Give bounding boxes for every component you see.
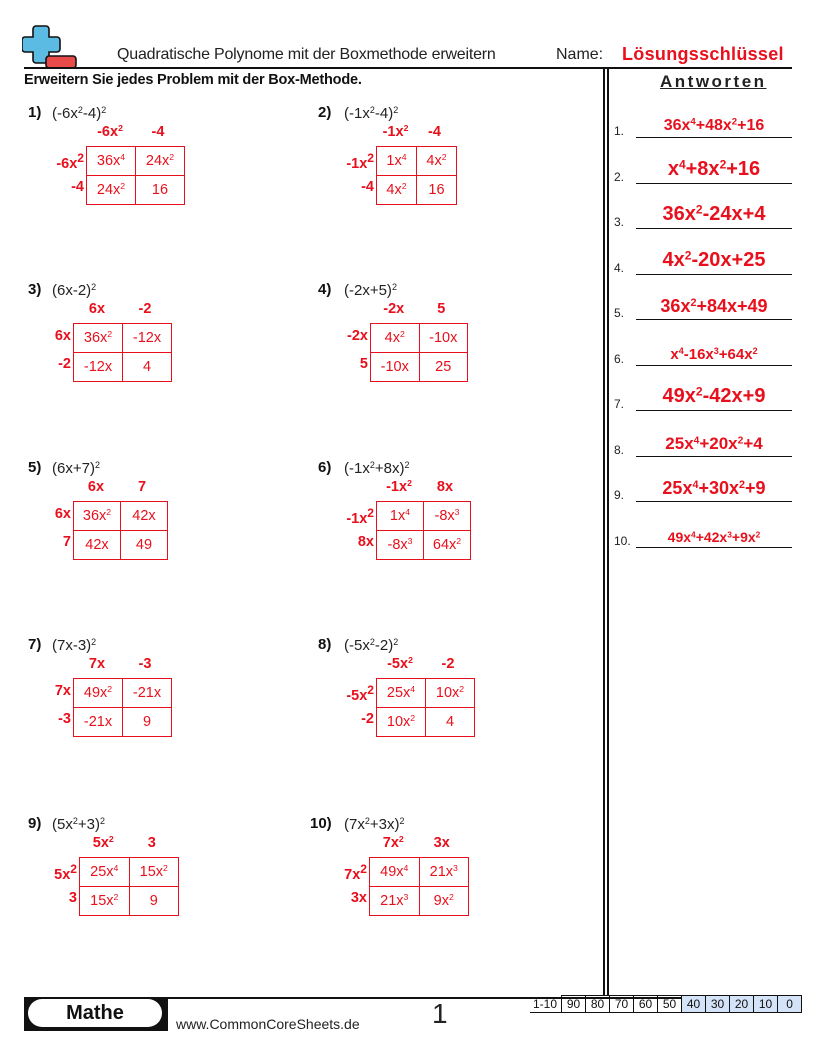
column-divider bbox=[603, 69, 605, 995]
box-cell: 42x bbox=[74, 531, 121, 560]
column-factor: 7x bbox=[88, 656, 106, 672]
box-grid bbox=[73, 323, 172, 382]
box-cell: $4x^2$ bbox=[371, 324, 420, 353]
box-cell: $1x^4$ bbox=[377, 147, 417, 176]
box-cell: $-8x^3$ bbox=[424, 502, 471, 531]
answer-line bbox=[636, 365, 792, 367]
column-factor: 8x bbox=[436, 479, 454, 495]
row-factor: $-1x^2$ bbox=[346, 151, 374, 172]
problem-number: 6) bbox=[318, 459, 332, 476]
row-factor: 3x bbox=[350, 890, 367, 906]
row-factor: -3 bbox=[58, 711, 71, 727]
box-cell: -21x bbox=[123, 679, 172, 708]
answer-value: $36x^4+48x^2+16$ bbox=[663, 116, 765, 134]
answer-row bbox=[614, 154, 794, 184]
answer-line bbox=[636, 319, 792, 321]
box-cell: $64x^2$ bbox=[424, 531, 471, 560]
answer-row bbox=[614, 381, 794, 411]
score-cell: 60 bbox=[634, 996, 658, 1013]
row-factor: -2 bbox=[361, 711, 374, 727]
answer-row bbox=[614, 290, 794, 320]
box-cell: $10x^2$ bbox=[377, 708, 426, 737]
column-factor: -2 bbox=[138, 301, 152, 317]
answer-number: 3. bbox=[614, 215, 625, 229]
answer-line bbox=[636, 137, 792, 139]
box-cell: 4 bbox=[426, 708, 475, 737]
box-cell: $15x^2$ bbox=[80, 887, 130, 916]
answer-value: $25x^4+30x^2+9$ bbox=[662, 478, 766, 498]
problem-number: 9) bbox=[28, 815, 42, 832]
problem-number: 7) bbox=[28, 636, 42, 653]
answer-value: $4x^2-20x+25$ bbox=[662, 248, 766, 271]
box-cell: 42x bbox=[121, 502, 168, 531]
box-cell: $4x^2$ bbox=[417, 147, 457, 176]
answer-number: 8. bbox=[614, 443, 625, 457]
problem-expression: $(-5x^2-2)^2$ bbox=[344, 637, 399, 654]
answer-line bbox=[636, 228, 792, 230]
answer-line bbox=[636, 501, 792, 503]
column-factor: -2x bbox=[383, 301, 405, 317]
problem-number: 5) bbox=[28, 459, 42, 476]
problem-number: 10) bbox=[310, 815, 332, 832]
answer-number: 4. bbox=[614, 261, 625, 275]
column-factor: $7x^2$ bbox=[382, 834, 404, 851]
problem-number: 3) bbox=[28, 281, 42, 298]
plus-minus-logo-icon bbox=[22, 24, 78, 70]
box-cell: $25x^4$ bbox=[80, 858, 130, 887]
answer-value: $25x^4+20x^2+4$ bbox=[665, 434, 763, 453]
answer-value: $x^4+8x^2+16$ bbox=[667, 157, 761, 180]
box-cell: 25 bbox=[419, 353, 468, 382]
column-factor: -3 bbox=[138, 656, 152, 672]
worksheet-title: Quadratische Polynome mit der Boxmethode erweitern bbox=[117, 46, 496, 63]
row-factor: $7x^2$ bbox=[344, 862, 367, 883]
box-cell: -21x bbox=[74, 708, 123, 737]
row-factor: -2x bbox=[347, 328, 368, 344]
box-cell: 4 bbox=[123, 353, 172, 382]
name-value: Lösungsschlüssel bbox=[622, 44, 784, 64]
box-cell: $21x^3$ bbox=[419, 858, 469, 887]
box-grid bbox=[86, 146, 185, 205]
box-cell: $24x^2$ bbox=[87, 176, 136, 205]
box-grid bbox=[73, 501, 168, 560]
box-cell: $36x^2$ bbox=[74, 324, 123, 353]
box-grid bbox=[369, 857, 469, 916]
problem-expression: $(6x+7)^2$ bbox=[52, 460, 100, 477]
column-factor: $-6x^2$ bbox=[97, 123, 123, 140]
row-factor: 6x bbox=[54, 328, 71, 344]
box-cell: $24x^2$ bbox=[136, 147, 185, 176]
answer-value: $x^4-16x^3+64x^2$ bbox=[670, 346, 758, 363]
score-label: 1-10 bbox=[530, 996, 562, 1013]
problem-expression: $(-1x^2-4)^2$ bbox=[344, 105, 399, 122]
answers-title: Antworten bbox=[660, 72, 767, 91]
problem-number: 4) bbox=[318, 281, 332, 298]
answer-line bbox=[636, 410, 792, 412]
box-cell: $21x^3$ bbox=[370, 887, 420, 916]
row-factor: 6x bbox=[54, 506, 71, 522]
row-factor: $-6x^2$ bbox=[56, 151, 84, 172]
box-cell: $36x^4$ bbox=[87, 147, 136, 176]
row-factor: 7x bbox=[54, 683, 71, 699]
box-cell: $15x^2$ bbox=[129, 858, 179, 887]
problem-expression: $(-1x^2+8x)^2$ bbox=[344, 460, 410, 477]
row-factor: 7 bbox=[62, 534, 71, 550]
box-cell: -10x bbox=[371, 353, 420, 382]
column-factor: 5 bbox=[437, 301, 446, 317]
box-grid bbox=[376, 146, 457, 205]
box-cell: 16 bbox=[417, 176, 457, 205]
row-factor: 8x bbox=[357, 534, 374, 550]
score-cell: 0 bbox=[778, 996, 802, 1013]
answer-number: 10. bbox=[614, 534, 631, 548]
problem-expression: $(7x-3)^2$ bbox=[52, 637, 97, 654]
site-url: www.CommonCoreSheets.de bbox=[176, 1016, 360, 1032]
box-cell: 16 bbox=[136, 176, 185, 205]
answer-row bbox=[614, 472, 794, 502]
column-factor: 3 bbox=[147, 835, 156, 851]
score-cell: 50 bbox=[658, 996, 682, 1013]
box-cell: $4x^2$ bbox=[377, 176, 417, 205]
answer-line bbox=[636, 274, 792, 276]
answer-line bbox=[636, 183, 792, 185]
column-factor: 6x bbox=[88, 301, 106, 317]
answer-value: $49x^4+42x^3+9x^2$ bbox=[667, 529, 761, 545]
answer-row bbox=[614, 108, 794, 138]
answer-number: 2. bbox=[614, 170, 625, 184]
column-factor: 7 bbox=[137, 479, 147, 495]
answer-line bbox=[636, 547, 792, 549]
header-divider bbox=[24, 67, 792, 69]
row-factor: -2 bbox=[58, 356, 71, 372]
box-cell: 49 bbox=[121, 531, 168, 560]
score-cell: 70 bbox=[610, 996, 634, 1013]
score-cell: 40 bbox=[682, 996, 706, 1013]
box-cell: -12x bbox=[74, 353, 123, 382]
box-cell: $-8x^3$ bbox=[377, 531, 424, 560]
column-divider bbox=[607, 69, 609, 995]
answer-row bbox=[614, 199, 794, 229]
answer-line bbox=[636, 456, 792, 458]
row-factor: $5x^2$ bbox=[54, 862, 77, 883]
answer-number: 9. bbox=[614, 488, 625, 502]
box-cell: $36x^2$ bbox=[74, 502, 121, 531]
box-cell: $49x^4$ bbox=[370, 858, 420, 887]
column-factor: $-1x^2$ bbox=[382, 123, 409, 140]
problem-expression: $(-6x^2-4)^2$ bbox=[52, 105, 107, 122]
column-factor: -4 bbox=[151, 124, 165, 140]
box-cell: $1x^4$ bbox=[377, 502, 424, 531]
answer-number: 6. bbox=[614, 352, 625, 366]
box-grid bbox=[73, 678, 172, 737]
answer-number: 7. bbox=[614, 397, 625, 411]
instructions: Erweitern Sie jedes Problem mit der Box-Methode. bbox=[24, 72, 362, 88]
score-cell: 80 bbox=[586, 996, 610, 1013]
row-factor: -4 bbox=[71, 179, 84, 195]
row-factor: -4 bbox=[361, 179, 374, 195]
row-factor: 5 bbox=[359, 356, 368, 372]
problem-number: 1) bbox=[28, 104, 42, 121]
column-factor: -4 bbox=[428, 124, 441, 140]
subject-badge: Mathe bbox=[28, 999, 162, 1027]
box-grid bbox=[370, 323, 468, 382]
answer-value: $36x^2-24x+4$ bbox=[662, 202, 766, 225]
score-cell: 20 bbox=[730, 996, 754, 1013]
column-factor: -2 bbox=[441, 656, 455, 672]
box-cell: -10x bbox=[419, 324, 468, 353]
column-factor: $-1x^2$ bbox=[386, 478, 412, 495]
problem-expression: $(5x^2+3)^2$ bbox=[52, 816, 105, 833]
score-cell: 10 bbox=[754, 996, 778, 1013]
answer-row bbox=[614, 245, 794, 275]
row-factor: $-1x^2$ bbox=[346, 506, 374, 527]
answer-row bbox=[614, 427, 794, 457]
problem-expression: $(6x-2)^2$ bbox=[52, 282, 97, 299]
box-cell: $10x^2$ bbox=[426, 679, 475, 708]
box-grid bbox=[79, 857, 179, 916]
box-cell: 9 bbox=[129, 887, 179, 916]
problem-expression: $(7x^2+3x)^2$ bbox=[344, 816, 405, 833]
problem-number: 2) bbox=[318, 104, 332, 121]
problem-expression: $(-2x+5)^2$ bbox=[344, 282, 397, 299]
score-cell: 90 bbox=[562, 996, 586, 1013]
box-grid bbox=[376, 678, 475, 737]
box-cell: -12x bbox=[123, 324, 172, 353]
box-cell: 9 bbox=[123, 708, 172, 737]
score-cell: 30 bbox=[706, 996, 730, 1013]
box-grid bbox=[376, 501, 471, 560]
answer-value: $49x^2-42x+9$ bbox=[662, 384, 766, 407]
score-table bbox=[530, 995, 802, 1013]
box-cell: $9x^2$ bbox=[419, 887, 469, 916]
page-number: 1 bbox=[432, 998, 448, 1029]
answer-value: $36x^2+84x+49$ bbox=[660, 296, 768, 316]
box-cell: $25x^4$ bbox=[377, 679, 426, 708]
column-factor: 6x bbox=[87, 479, 105, 495]
answer-row bbox=[614, 518, 794, 548]
column-factor: 3x bbox=[433, 835, 450, 851]
answer-number: 5. bbox=[614, 306, 625, 320]
column-factor: $-5x^2$ bbox=[387, 655, 413, 672]
answer-row bbox=[614, 336, 794, 366]
problem-number: 8) bbox=[318, 636, 332, 653]
name-label: Name: bbox=[556, 46, 604, 63]
box-cell: $49x^2$ bbox=[74, 679, 123, 708]
answer-number: 1. bbox=[614, 124, 625, 138]
row-factor: $-5x^2$ bbox=[346, 683, 374, 704]
row-factor: 3 bbox=[68, 890, 77, 906]
column-factor: $5x^2$ bbox=[92, 834, 114, 851]
